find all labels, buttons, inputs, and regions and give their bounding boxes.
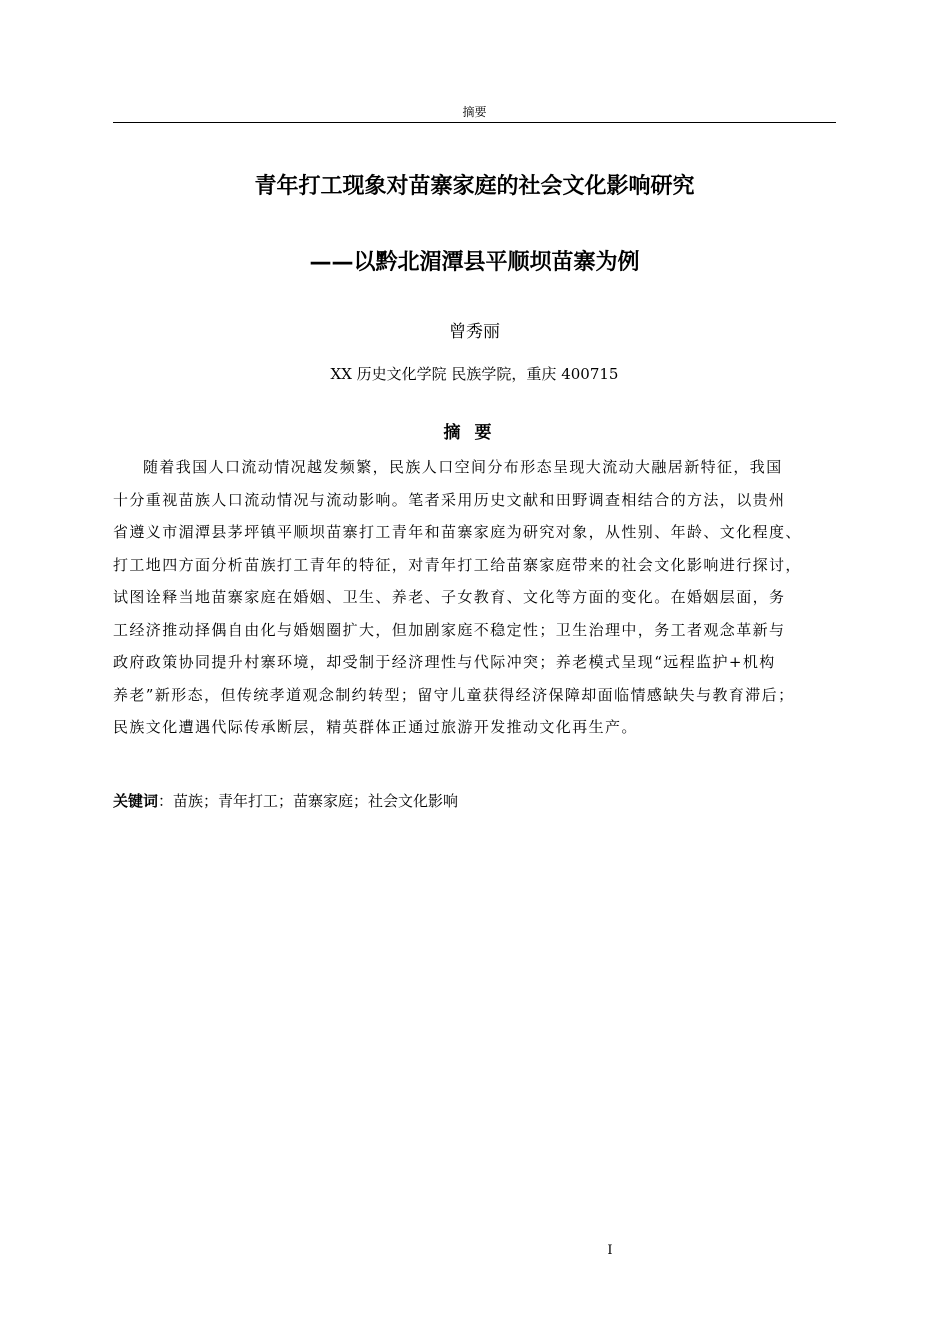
paper-subtitle: ——以黔北湄潭县平顺坝苗寨为例	[309, 250, 640, 275]
abstract-line: 随着我国人口流动情况越发频繁，民族人口空间分布形态呈现大流动大融居新特征，我国	[143, 458, 783, 476]
abstract-line: 政府政策协同提升村寨环境，却受制于经济理性与代际冲突；养老模式呈现“远程监护+机构	[113, 653, 776, 671]
author-affiliation: XX 历史文化学院 民族学院，重庆 400715	[330, 365, 619, 383]
abstract-line: 省遵义市湄潭县茅坪镇平顺坝苗寨打工青年和苗寨家庭为研究对象，从性别、年龄、文化程度、	[113, 523, 802, 541]
abstract-heading: 摘要	[443, 423, 506, 443]
keywords-label: 关键词	[113, 792, 159, 810]
abstract-line: 工经济推动择偶自由化与婚姻圈扩大，但加剧家庭不稳定性；卫生治理中，务工者观念革新与	[113, 620, 786, 639]
abstract-line: 养老”新形态，但传统孝道观念制约转型；留守儿童获得经济保障却面临情感缺失与教育滞后；	[113, 685, 795, 704]
abstract-line: 十分重视苗族人口流动情况与流动影响。笔者采用历史文献和田野调查相结合的方法，以贵州	[113, 490, 786, 509]
abstract-line: 民族文化遭遇代际传承断层，精英群体正通过旅游开发推动文化再生产。	[113, 718, 638, 736]
page-number: I	[607, 1243, 613, 1258]
paper-title: 青年打工现象对苗寨家庭的社会文化影响研究	[254, 174, 695, 199]
keywords-text: 苗族；青年打工；苗寨家庭；社会文化影响	[173, 792, 459, 810]
abstract-line: 试图诠释当地苗寨家庭在婚姻、卫生、养老、子女教育、文化等方面的变化。在婚姻层面，务	[113, 588, 786, 606]
abstract-body	[113, 451, 836, 744]
header-rule	[113, 122, 836, 123]
abstract-line: 打工地四方面分析苗族打工青年的特征，对青年打工给苗寨家庭带来的社会文化影响进行探讨，	[113, 555, 802, 574]
keywords-separator: ：	[158, 792, 174, 810]
author-name: 曾秀丽	[449, 322, 500, 342]
keywords	[113, 790, 836, 812]
running-header: 摘要	[462, 105, 487, 119]
